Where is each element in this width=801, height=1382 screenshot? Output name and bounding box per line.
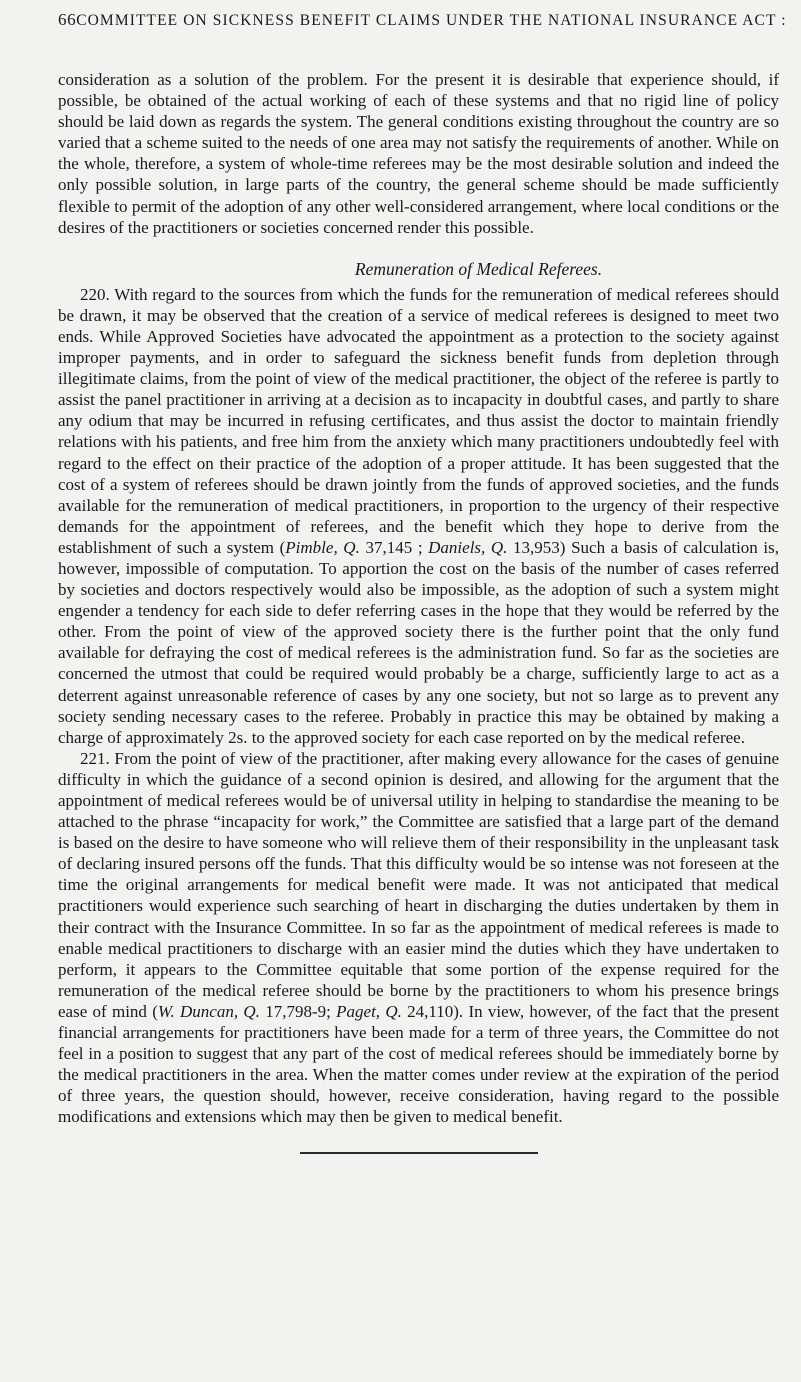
intro-paragraph: consideration as a solution of the problem. For the present it is desirable that experience should, if possible, be obtained of the actual working of each of these systems and that no rigid line of policy should be laid down as regards the system. The general conditions existing throughout the country are so varied that a scheme suited to the needs of one area may not satisfy the requirements of another. While on the whole, therefore, a system of whole-time referees may be the most desirable solution and indeed the only possible solution, in large parts of the country, the general scheme should be made sufficiently flexible to permit of the adoption of any other well-considered arrangement, where local conditions or the desires of the practitioners or societies concerned render this possible. bbox=[58, 70, 779, 237]
citation-daniels: Daniels, Q. bbox=[428, 537, 508, 557]
section-heading: Remuneration of Medical Referees. bbox=[354, 258, 603, 279]
paragraph-220 bbox=[58, 284, 779, 748]
paragraph-221 bbox=[58, 748, 779, 1128]
paragraph-220-text-b: 13,953) Such a basis of calculation is, however, impossible of computation. To apportion the cost on the basis of the number of cases referred by societies and doctors respectively would also be impossible, as the adoption of such a system might engender a tendency for each side to defer referring cases in the hope that they would be referred by the other. From the point of view of the approved society there is the further point that the only fund available for defraying the cost of medical referees is the administration fund. So far as the societies are concerned the utmost that could be required would probably be a charge, sufficiently large to act as a deterrent against unreasonable reference of cases by any one society, but not so large as to prevent any society sending necessary cases to the referee. Probably in practice this may be obtained by making a charge of approximately 2s. to the approved society for each case reported on by the medical referee. bbox=[58, 537, 779, 747]
citation-pimble: Pimble, Q. bbox=[285, 537, 360, 557]
citation-paget: Paget, Q. bbox=[336, 1001, 402, 1021]
citation-duncan-number: 17,798-9; bbox=[259, 1001, 337, 1021]
running-title: COMMITTEE ON SICKNESS BENEFIT CLAIMS UNDER THE NATIONAL INSURANCE ACT : bbox=[76, 12, 787, 29]
page-number: 66 bbox=[58, 10, 77, 29]
paragraph-221-text-b: 24,110). In view, however, of the fact that the present financial arrangements for practitioners have been made for a term of three years, the Committee do not feel in a position to suggest that any part of the cost of medical referees should be immediately borne by the medical practitioners in the area. When the matter comes under review at the expiration of the period of three years, the question should, however, receive consideration, having regard to the possible modifications and extensions which may then be given to medical benefit. bbox=[58, 1001, 779, 1127]
citation-pimble-number: 37,145 ; bbox=[359, 537, 429, 557]
paragraph-221-text-a: 221. From the point of view of the practitioner, after making every allowance for the cases of genuine difficulty in which the guidance of a second opinion is desired, and allowing for the argument that the appointment of medical referees would be of universal utility in helping to standardise the meaning to be attached to the phrase “incapacity for work,” the Committee are satisfied that a large part of the demand is based on the desire to have someone who will relieve them of their responsibility in the unpleasant task of declaring insured persons off the funds. That this difficulty would be so intense was not foreseen at the time the original arrangements for medical benefit were made. It was not anticipated that medical practitioners would experience such searching of heart in discharging the duties undertaken by them in their contract with the Insurance Committee. In so far as the appointment of medical referees is made to enable medical practitioners to discharge with an easier mind the duties which they have undertaken to perform, it appears to the Committee equitable that some portion of the expense required for the remuneration of the medical referee should be borne by the practitioners to whom his presence brings ease of mind ( bbox=[58, 748, 779, 1021]
citation-duncan: W. Duncan, Q. bbox=[157, 1001, 260, 1021]
end-rule bbox=[300, 1152, 538, 1154]
paragraph-220-text-a: 220. With regard to the sources from which the funds for the remuneration of medical referees should be drawn, it may be observed that the creation of a service of medical referees is designed to meet two ends. While Approved Societies have advocated the appointment as a protection to the society against improper payments, and in order to safeguard the sickness benefit funds from depletion through illegitimate claims, from the point of view of the medical practitioner, the object of the referee is partly to assist the panel practitioner in arriving at a decision as to incapacity in doubtful cases, and partly to share any odium that may be incurred in refusing certificates, and thus assist the doctor to maintain friendly relations with his patients, and free him from the anxiety which many practitioners undoubtedly feel with regard to the effect on their practice of the adoption of a proper attitude. It has been suggested that the cost of a system of referees should be drawn jointly from the funds of approved societies, and the funds available for the remuneration of medical practitioners, in proportion to the urgency of their respective demands for the appointment of referees, and the benefit which they hope to derive from the establishment of such a system ( bbox=[58, 284, 779, 557]
running-header bbox=[58, 10, 787, 38]
